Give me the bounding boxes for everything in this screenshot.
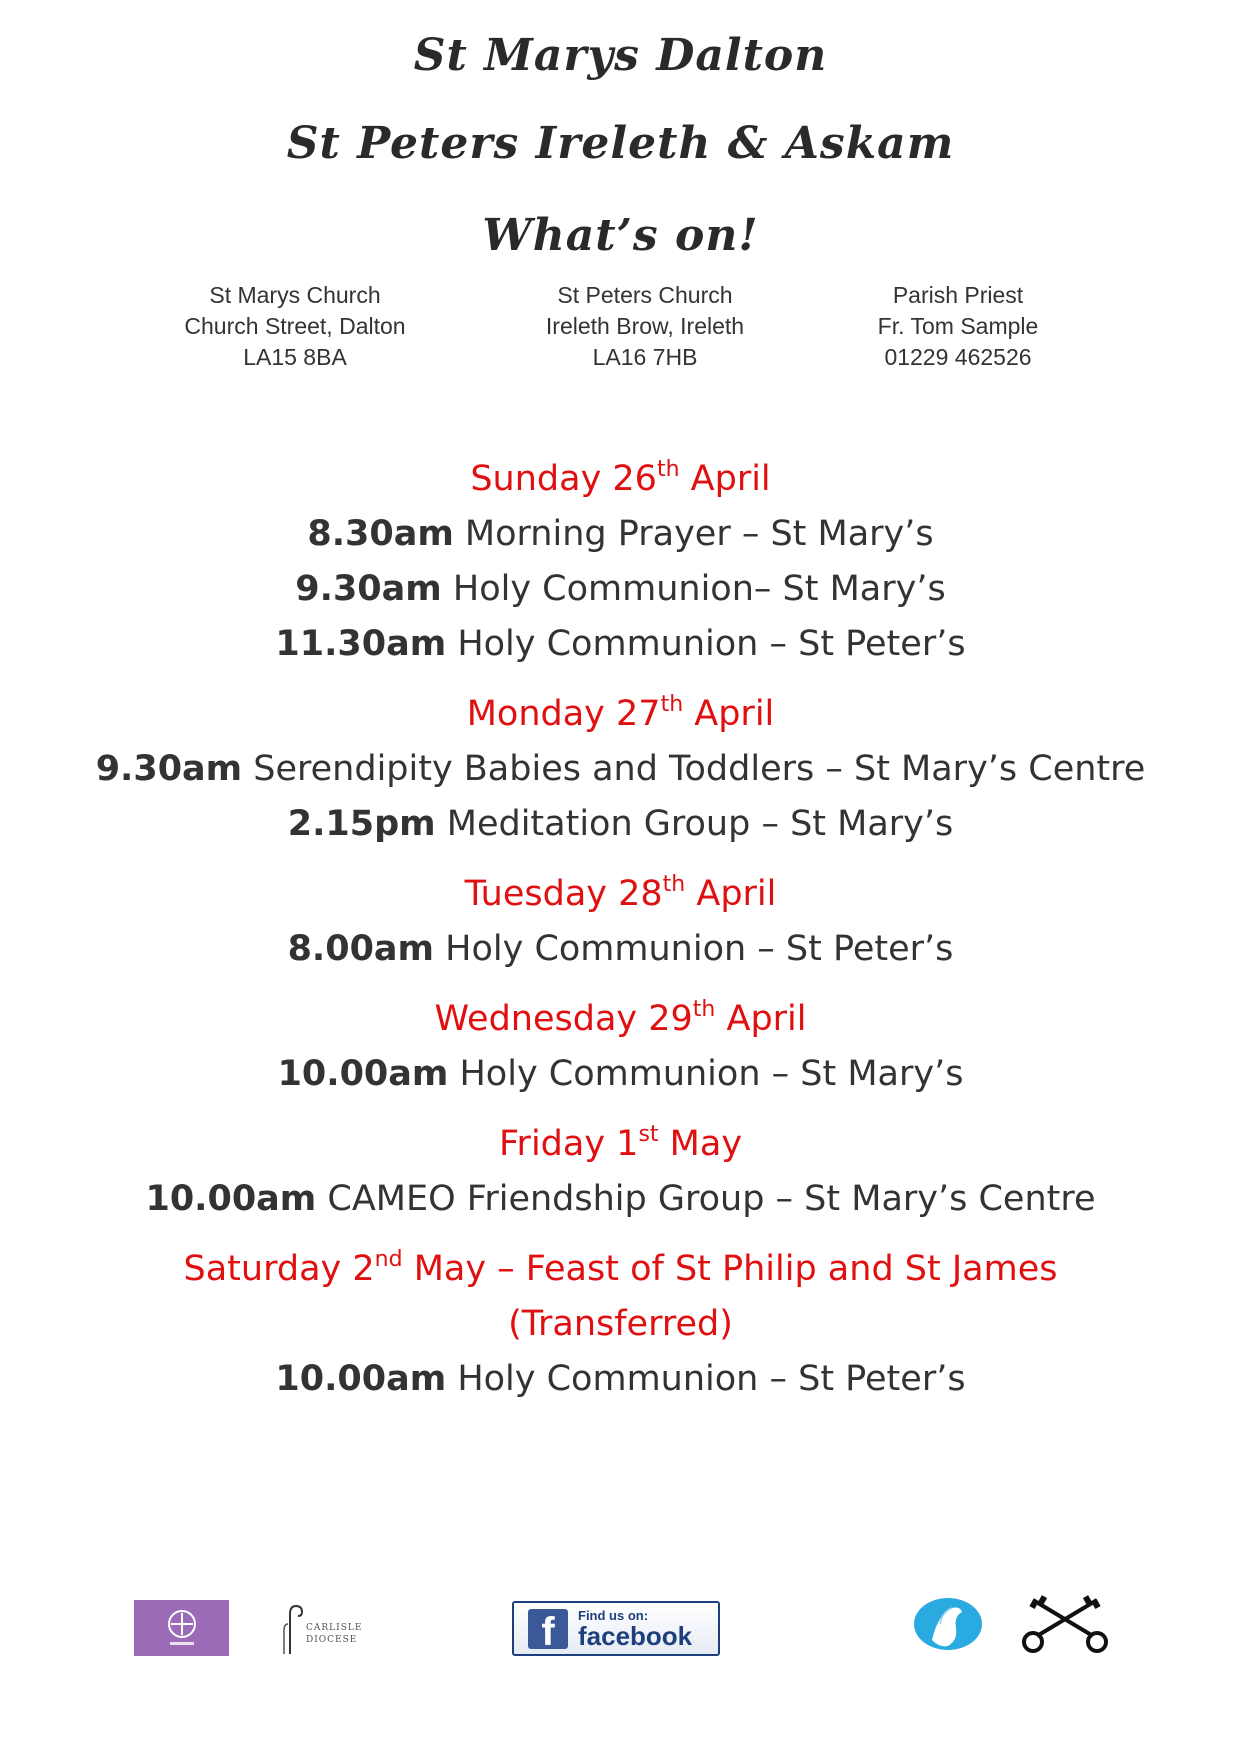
event-time: 9.30am	[95, 749, 243, 789]
facebook-link[interactable]	[512, 1601, 720, 1656]
title-line-2: St Peters Ireleth & Askam	[286, 118, 955, 169]
title-line-3: What’s on!	[482, 210, 759, 261]
dove-logo	[912, 1594, 984, 1654]
event-time: 10.00am	[145, 1179, 317, 1219]
event-desc: Meditation Group – St Mary’s	[435, 804, 954, 844]
title-line-1: St Marys Dalton	[413, 30, 828, 81]
contact-parish-priest	[808, 280, 1108, 373]
event-row	[0, 1172, 1241, 1227]
event-row	[0, 507, 1241, 562]
crossed-keys-icon	[1019, 1594, 1111, 1656]
day-heading: Friday 1st May	[498, 1122, 743, 1164]
event-desc: Holy Communion – St Mary’s	[448, 1054, 964, 1094]
facebook-big-text: facebook	[578, 1620, 693, 1651]
day-heading-continued: (Transferred)	[508, 1304, 733, 1344]
event-time: 10.00am	[277, 1054, 449, 1094]
event-row	[0, 797, 1241, 852]
event-desc: Holy Communion – St Peter’s	[446, 1359, 966, 1399]
contact-st-marys	[145, 280, 445, 373]
event-desc: Morning Prayer – St Mary’s	[453, 514, 934, 554]
day-heading: Tuesday 28th April	[464, 872, 777, 914]
contact-line: Ireleth Brow, Ireleth	[545, 313, 745, 339]
contact-line: LA15 8BA	[243, 344, 347, 370]
contact-line: Church Street, Dalton	[184, 313, 406, 339]
contact-line: St Peters Church	[557, 282, 733, 308]
event-row	[0, 562, 1241, 617]
church-of-england-logo	[134, 1600, 229, 1656]
event-row	[0, 1047, 1241, 1102]
schedule	[0, 452, 1241, 1407]
event-time: 10.00am	[275, 1359, 447, 1399]
facebook-small-text: Find us on:	[578, 1607, 649, 1623]
event-time: 8.30am	[307, 514, 454, 554]
crossed-keys-logo	[1019, 1594, 1111, 1656]
event-desc: Holy Communion – St Peter’s	[434, 929, 954, 969]
event-row	[0, 742, 1241, 797]
event-time: 11.30am	[275, 624, 447, 664]
carlisle-text: CARLISLE DIOCESE	[306, 1623, 363, 1645]
contact-line: Fr. Tom Sample	[877, 313, 1039, 339]
dove-icon	[912, 1594, 984, 1654]
cross-in-circle-icon	[162, 1606, 202, 1650]
day-heading: Monday 27th April	[466, 692, 775, 734]
contact-line: LA16 7HB	[592, 344, 698, 370]
day-heading: Wednesday 29th April	[434, 997, 807, 1039]
event-desc: Holy Communion– St Mary’s	[441, 569, 946, 609]
event-desc: Serendipity Babies and Toddlers – St Mary’s Centre	[242, 749, 1146, 789]
event-time: 8.00am	[287, 929, 435, 969]
contact-line: Parish Priest	[892, 282, 1024, 308]
event-row	[0, 617, 1241, 672]
event-desc: Holy Communion – St Peter’s	[446, 624, 966, 664]
event-row	[0, 1352, 1241, 1407]
event-row	[0, 922, 1241, 977]
event-time: 2.15pm	[287, 804, 436, 844]
facebook-icon: f	[528, 1609, 568, 1649]
contact-line: 01229 462526	[884, 344, 1032, 370]
day-heading: Saturday 2nd May – Feast of St Philip and St James	[183, 1247, 1058, 1289]
event-time: 9.30am	[295, 569, 442, 609]
contact-line: St Marys Church	[209, 282, 381, 308]
event-desc: CAMEO Friendship Group – St Mary’s Centre	[316, 1179, 1096, 1219]
carlisle-diocese-logo	[276, 1600, 370, 1660]
contact-st-peters	[495, 280, 795, 373]
day-heading: Sunday 26th April	[470, 457, 771, 499]
